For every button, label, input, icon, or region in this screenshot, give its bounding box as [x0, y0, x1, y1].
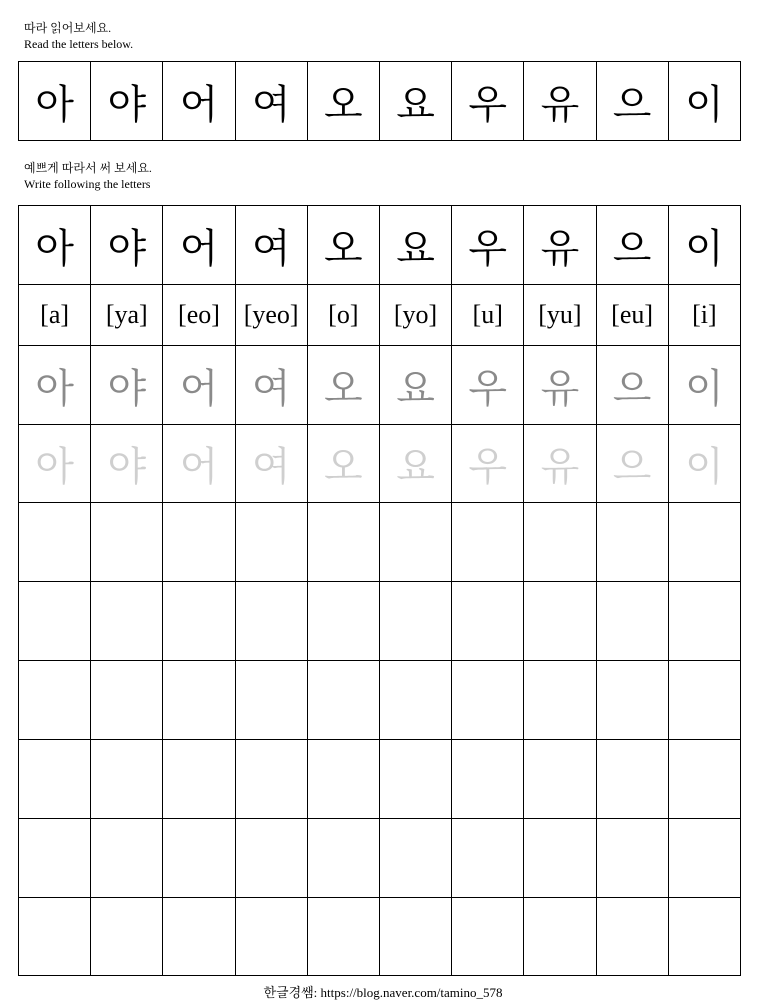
romanization-row-cell: [eo] [163, 285, 235, 346]
trace-dark-row [19, 346, 741, 425]
blank-practice-row-cell[interactable] [91, 661, 163, 740]
blank-practice-row-cell[interactable] [163, 661, 235, 740]
blank-practice-row-cell[interactable] [307, 819, 379, 898]
model-row-cell: 아 [19, 206, 91, 285]
blank-practice-row-cell[interactable] [19, 898, 91, 976]
blank-practice-row-cell[interactable] [668, 740, 740, 819]
blank-practice-row-cell[interactable] [596, 503, 668, 582]
model-row-cell: 어 [163, 206, 235, 285]
trace-light-row-cell: 으 [596, 425, 668, 503]
blank-practice-row-cell[interactable] [524, 740, 596, 819]
blank-practice-row-cell[interactable] [452, 582, 524, 661]
blank-practice-row-cell[interactable] [379, 819, 451, 898]
blank-practice-row-cell[interactable] [307, 740, 379, 819]
romanization-row-cell: [yeo] [235, 285, 307, 346]
read-row-cell: 유 [524, 62, 596, 141]
blank-practice-row [19, 503, 741, 582]
trace-dark-row-cell: 어 [163, 346, 235, 425]
romanization-row-cell: [a] [19, 285, 91, 346]
blank-practice-row [19, 819, 741, 898]
trace-light-row-cell: 요 [379, 425, 451, 503]
trace-dark-row-cell: 이 [668, 346, 740, 425]
trace-light-row-cell: 야 [91, 425, 163, 503]
blank-practice-row-cell[interactable] [235, 898, 307, 976]
blank-practice-row [19, 740, 741, 819]
blank-practice-row-cell[interactable] [19, 661, 91, 740]
model-row-cell: 우 [452, 206, 524, 285]
trace-light-row-cell: 어 [163, 425, 235, 503]
write-title-ko: 예쁘게 따라서 써 보세요. [24, 161, 152, 175]
blank-practice-row-cell[interactable] [235, 503, 307, 582]
romanization-row-cell: [yu] [524, 285, 596, 346]
trace-dark-row-cell: 으 [596, 346, 668, 425]
blank-practice-row-cell[interactable] [452, 503, 524, 582]
trace-light-row-cell: 우 [452, 425, 524, 503]
blank-practice-row-cell[interactable] [668, 819, 740, 898]
blank-practice-row-cell[interactable] [163, 503, 235, 582]
read-row-cell: 야 [91, 62, 163, 141]
blank-practice-row [19, 898, 741, 976]
romanization-row-cell: [u] [452, 285, 524, 346]
romanization-row-cell: [ya] [91, 285, 163, 346]
writing-practice-table [18, 205, 741, 976]
blank-practice-row-cell[interactable] [19, 740, 91, 819]
blank-practice-row-cell[interactable] [91, 898, 163, 976]
trace-light-row-cell: 유 [524, 425, 596, 503]
blank-practice-row-cell[interactable] [668, 582, 740, 661]
blank-practice-row-cell[interactable] [379, 898, 451, 976]
blank-practice-row-cell[interactable] [524, 819, 596, 898]
trace-dark-row-cell: 야 [91, 346, 163, 425]
blank-practice-row-cell[interactable] [524, 503, 596, 582]
blank-practice-row-cell[interactable] [91, 503, 163, 582]
blank-practice-row-cell[interactable] [596, 582, 668, 661]
blank-practice-row-cell[interactable] [452, 819, 524, 898]
blank-practice-row-cell[interactable] [596, 740, 668, 819]
model-row-cell: 오 [307, 206, 379, 285]
blank-practice-row-cell[interactable] [379, 661, 451, 740]
blank-practice-row-cell[interactable] [452, 740, 524, 819]
romanization-row-cell: [eu] [596, 285, 668, 346]
read-row-cell: 어 [163, 62, 235, 141]
blank-practice-row-cell[interactable] [307, 661, 379, 740]
blank-practice-row-cell[interactable] [524, 582, 596, 661]
blank-practice-row-cell[interactable] [163, 582, 235, 661]
trace-light-row-cell: 여 [235, 425, 307, 503]
write-title-en: Write following the letters [24, 177, 151, 191]
blank-practice-row-cell[interactable] [452, 661, 524, 740]
blank-practice-row-cell[interactable] [379, 503, 451, 582]
blank-practice-row-cell[interactable] [91, 740, 163, 819]
read-row-cell: 이 [668, 62, 740, 141]
blank-practice-row-cell[interactable] [379, 740, 451, 819]
read-row-cell: 우 [452, 62, 524, 141]
blank-practice-row-cell[interactable] [596, 898, 668, 976]
model-row-cell: 여 [235, 206, 307, 285]
read-row [19, 62, 741, 141]
read-row-cell: 여 [235, 62, 307, 141]
blank-practice-row-cell[interactable] [307, 582, 379, 661]
blank-practice-row-cell[interactable] [452, 898, 524, 976]
blank-practice-row-cell[interactable] [524, 661, 596, 740]
trace-light-row [19, 425, 741, 503]
blank-practice-row [19, 582, 741, 661]
read-title-ko: 따라 읽어보세요. [24, 21, 112, 35]
model-row-cell: 으 [596, 206, 668, 285]
trace-light-row-cell: 오 [307, 425, 379, 503]
blank-practice-row-cell[interactable] [163, 898, 235, 976]
model-row-cell: 유 [524, 206, 596, 285]
blank-practice-row-cell[interactable] [596, 661, 668, 740]
read-title-en: Read the letters below. [24, 37, 134, 51]
trace-dark-row-cell: 오 [307, 346, 379, 425]
blank-practice-row-cell[interactable] [19, 582, 91, 661]
model-row [19, 206, 741, 285]
blank-practice-row-cell[interactable] [668, 661, 740, 740]
model-row-cell: 이 [668, 206, 740, 285]
trace-dark-row-cell: 우 [452, 346, 524, 425]
romanization-row-cell: [o] [307, 285, 379, 346]
read-row-cell: 요 [379, 62, 451, 141]
blank-practice-row-cell[interactable] [668, 898, 740, 976]
trace-dark-row-cell: 유 [524, 346, 596, 425]
blank-practice-row-cell[interactable] [235, 819, 307, 898]
blank-practice-row-cell[interactable] [91, 582, 163, 661]
blank-practice-row-cell[interactable] [524, 898, 596, 976]
trace-dark-row-cell: 요 [379, 346, 451, 425]
blank-practice-row-cell[interactable] [19, 503, 91, 582]
trace-dark-row-cell: 여 [235, 346, 307, 425]
blank-practice-row-cell[interactable] [235, 740, 307, 819]
model-row-cell: 요 [379, 206, 451, 285]
romanization-row-cell: [i] [668, 285, 740, 346]
blank-practice-row-cell[interactable] [307, 503, 379, 582]
blank-practice-row [19, 661, 741, 740]
romanization-row [19, 285, 741, 346]
blank-practice-row-cell[interactable] [379, 582, 451, 661]
model-row-cell: 야 [91, 206, 163, 285]
read-letters-table [18, 61, 741, 141]
blank-practice-row-cell[interactable] [596, 819, 668, 898]
blank-practice-row-cell[interactable] [235, 582, 307, 661]
blank-practice-row-cell[interactable] [668, 503, 740, 582]
trace-light-row-cell: 아 [19, 425, 91, 503]
blank-practice-row-cell[interactable] [91, 819, 163, 898]
read-row-cell: 오 [307, 62, 379, 141]
trace-dark-row-cell: 아 [19, 346, 91, 425]
romanization-row-cell: [yo] [379, 285, 451, 346]
blank-practice-row-cell[interactable] [235, 661, 307, 740]
footer-credit: 한글경쌤: https://blog.naver.com/tamino_578 [263, 985, 503, 1000]
blank-practice-row-cell[interactable] [163, 740, 235, 819]
trace-light-row-cell: 이 [668, 425, 740, 503]
blank-practice-row-cell[interactable] [19, 819, 91, 898]
read-row-cell: 아 [19, 62, 91, 141]
read-row-cell: 으 [596, 62, 668, 141]
blank-practice-row-cell[interactable] [163, 819, 235, 898]
blank-practice-row-cell[interactable] [307, 898, 379, 976]
